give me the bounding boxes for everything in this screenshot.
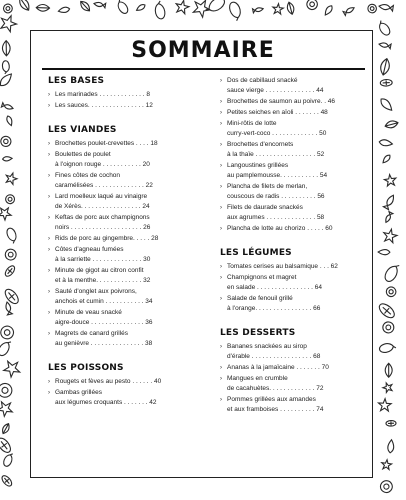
chevron-bullet-icon: › [48, 310, 50, 316]
doodle-leaf-icon [286, 1, 295, 15]
chevron-bullet-icon: › [220, 376, 222, 382]
toc-entry-text: Rougets et fèves au pesto . . . . . . 40 [55, 378, 162, 385]
doodle-leaf-icon [36, 4, 50, 11]
chevron-bullet-icon: › [220, 184, 222, 190]
chevron-bullet-icon: › [220, 365, 222, 371]
toc-entry [48, 287, 180, 307]
chevron-bullet-icon: › [220, 344, 222, 350]
toc-entry [48, 245, 180, 265]
section-heading: LES DESSERTS [220, 328, 296, 338]
toc-entry-text: Pommes grillées aux amandes et aux framboises . . . . . . . . . . 74 [227, 396, 324, 413]
chevron-bullet-icon: › [48, 236, 50, 242]
doodle-leaf-icon [385, 363, 392, 377]
chevron-bullet-icon: › [48, 141, 50, 147]
toc-entry [220, 395, 352, 415]
chevron-bullet-icon: › [220, 110, 222, 116]
chevron-bullet-icon: › [48, 268, 50, 274]
chevron-bullet-icon: › [48, 173, 50, 179]
chevron-bullet-icon: › [48, 331, 50, 337]
chevron-bullet-icon: › [220, 142, 222, 148]
toc-entry [220, 140, 352, 160]
doodle-drop-icon [379, 139, 393, 147]
doodle-pepper-icon [115, 0, 130, 15]
doodle-fish-icon [384, 212, 393, 224]
doodle-fish-icon [5, 301, 13, 314]
doodle-star-icon [379, 458, 393, 472]
chevron-bullet-icon: › [220, 397, 222, 403]
toc-entry-text: Lard moelleux laqué au vinaigre de Xérès. . . . . . . . . . . . . . . . . 24 [55, 193, 150, 210]
toc-entry [48, 171, 180, 191]
toc-entry-text: Mangues en crumble de cacahuètes. . . . . . . . . . . . . 72 [227, 375, 324, 392]
doodle-drop-icon [6, 115, 14, 126]
doodle-circle-icon [379, 479, 395, 495]
toc-entry-text: Ananas à la jamaïcaine . . . . . . . 70 [227, 364, 329, 371]
toc-entry [48, 388, 180, 408]
doodle-pepper-icon [153, 0, 166, 19]
toc-entry-text: Gambas grillées aux légumes croquants . . . . . . . 42 [55, 389, 157, 406]
toc-entry [220, 273, 352, 293]
doodle-ring-icon [377, 301, 397, 320]
toc-entry [48, 139, 180, 149]
doodle-ring-icon [386, 420, 396, 426]
doodle-ring-icon [0, 436, 13, 455]
toc-entry-text: Keftas de porc aux champignons noirs . . . . . . . . . . . . . . . . . . . . 26 [55, 214, 151, 231]
doodle-star-icon [382, 381, 395, 394]
section-heading: LES BASES [48, 76, 105, 86]
doodle-pepper-icon [383, 262, 402, 284]
doodle-leaf-icon [78, 0, 91, 13]
toc-entry-text: Brochettes poulet-crevettes . . . . 18 [55, 140, 158, 147]
toc-entry-text: Dos de cabillaud snacké sauce vierge . . . . . . . . . . . . . . 44 [227, 77, 324, 94]
chevron-bullet-icon: › [48, 390, 50, 396]
section-heading: LES VIANDES [48, 125, 117, 135]
toc-entry [220, 224, 352, 234]
doodle-drop-icon [323, 4, 334, 16]
toc-entry [220, 363, 352, 373]
toc-entry [48, 192, 180, 212]
chevron-bullet-icon: › [48, 194, 50, 200]
toc-entry-text: Plancha de lotte au chorizo . . . . . 60 [227, 225, 333, 232]
doodle-leaf-icon [17, 0, 32, 12]
page-title: SOMMAIRE [131, 38, 275, 63]
toc-entry [220, 294, 352, 314]
toc-entry-text: Fines côtes de cochon caramélisées . . . . . . . . . . . . . . 22 [55, 172, 153, 189]
toc-entry [48, 90, 180, 100]
toc-entry [220, 342, 352, 362]
toc-entry-text: Filets de daurade snackés aux agrumes . . . . . . . . . . . . . . 58 [227, 204, 325, 221]
section-heading: LES POISSONS [48, 363, 124, 373]
doodle-leaf-icon [384, 119, 399, 129]
doodle-star-icon [383, 173, 399, 189]
section-heading: LES LÉGUMES [220, 248, 292, 258]
toc-entry [48, 329, 180, 349]
toc-entry-text: Magrets de canard grillés au genièvre . . . . . . . . . . . . . . . 38 [55, 330, 153, 347]
toc-entry-text: Tomates cerises au balsamique . . . 62 [227, 263, 338, 270]
toc-entry [48, 234, 180, 244]
chevron-bullet-icon: › [220, 275, 222, 281]
doodle-drop-icon [387, 439, 394, 453]
doodle-circle-icon [0, 325, 15, 341]
doodle-star-icon [2, 359, 20, 378]
toc-entry-text: Minute de gigot au citron confit et à la menthe. . . . . . . . . . . . . 32 [55, 267, 151, 284]
doodle-pepper-icon [228, 1, 244, 22]
doodle-star-icon [378, 398, 393, 413]
toc-entry-text: Champignons et magret en salade . . . . . . . . . . . . . . . . 64 [227, 274, 323, 291]
toc-entry-text: Brochettes de saumon au poivre. . 46 [227, 98, 336, 105]
chevron-bullet-icon: › [48, 103, 50, 109]
toc-entry-text: Bananes snackées au sirop d'érable . . . . . . . . . . . . . . . . . 68 [227, 343, 321, 360]
toc-entry-text: Côtes d'agneau fumées à la sarriette . . . . . . . . . . . . . . 30 [55, 246, 151, 263]
toc-entry-text: Rids de porc au gingembre. . . . . 28 [55, 235, 159, 242]
toc-entry-text: Les marinades . . . . . . . . . . . . . 8 [55, 91, 151, 98]
doodle-pepper-icon [0, 338, 13, 357]
doodle-fish-icon [1, 103, 13, 111]
toc-entry-text: Mini-rôtis de lotte curry-vert-coco . . . . . . . . . . . . . 50 [227, 120, 327, 137]
toc-entry [220, 182, 352, 202]
doodle-star-icon [0, 13, 18, 35]
toc-entry-text: Salade de fenouil grillé à l'orange. . . . . . . . . . . . . . . . 66 [227, 295, 321, 312]
doodle-circle-icon [0, 383, 13, 399]
chevron-bullet-icon: › [220, 296, 222, 302]
chevron-bullet-icon: › [48, 215, 50, 221]
doodle-ring-icon [0, 474, 13, 488]
doodle-ring-icon [380, 79, 392, 86]
chevron-bullet-icon: › [48, 247, 50, 253]
doodle-drop-icon [58, 6, 70, 13]
doodle-drop-icon [379, 97, 394, 113]
doodle-pepper-icon [376, 19, 392, 37]
doodle-drop-icon [135, 3, 146, 12]
doodle-fish-icon [253, 7, 264, 13]
chevron-bullet-icon: › [220, 163, 222, 169]
chevron-bullet-icon: › [220, 78, 222, 84]
toc-entry-text: Petites seiches en aïoli . . . . . . . 48 [227, 109, 328, 116]
doodle-star-icon [271, 3, 285, 17]
toc-entry [220, 161, 352, 181]
doodle-drop-icon [2, 156, 12, 161]
doodle-pepper-icon [5, 227, 19, 244]
toc-entry [48, 308, 180, 328]
doodle-star-icon [3, 171, 18, 187]
chevron-bullet-icon: › [220, 121, 222, 127]
chevron-bullet-icon: › [48, 379, 50, 385]
toc-entry [48, 377, 180, 387]
chevron-bullet-icon: › [220, 99, 222, 105]
doodle-fish-icon [343, 6, 355, 16]
toc-entry [220, 76, 352, 96]
toc-entry [48, 213, 180, 233]
doodle-fish-icon [383, 194, 396, 210]
toc-entry [220, 203, 352, 223]
chevron-bullet-icon: › [48, 289, 50, 295]
toc-entry-text: Langoustines grillées au pamplemousse. . . . . . . . . . . 54 [227, 162, 328, 179]
chevron-bullet-icon: › [48, 92, 50, 98]
toc-entry [220, 119, 352, 139]
doodle-ring-icon [3, 287, 21, 306]
toc-entry-text: Boulettes de poulet à l'oignon rouge . . . . . . . . . . . 20 [55, 151, 150, 168]
chevron-bullet-icon: › [48, 152, 50, 158]
toc-entry [220, 374, 352, 394]
doodle-circle-icon [382, 321, 394, 333]
doodle-circle-icon [2, 3, 13, 14]
toc-entry [220, 108, 352, 118]
doodle-circle-icon [367, 4, 376, 13]
doodle-pepper-icon [2, 452, 14, 468]
doodle-pepper-icon [379, 342, 397, 354]
toc-entry [220, 97, 352, 107]
toc-entry-text: Les sauces. . . . . . . . . . . . . . . . 12 [55, 102, 153, 109]
toc-entry-text: Brochettes d'encornets à la thaïe . . . . . . . . . . . . . . . . . 52 [227, 141, 325, 158]
doodle-circle-icon [0, 136, 11, 147]
doodle-circle-icon [5, 249, 17, 261]
doodle-drop-icon [381, 154, 391, 165]
doodle-circle-icon [305, 0, 320, 12]
doodle-fish-icon [379, 3, 394, 11]
toc-entry-text: Sauté d'onglet aux poivrons, anchois et cumin . . . . . . . . . . . 34 [55, 288, 153, 305]
doodle-star-icon [380, 227, 399, 246]
doodle-ring-icon [4, 264, 17, 278]
toc-entry [48, 101, 180, 111]
doodle-star-icon [174, 0, 190, 14]
doodle-drop-icon [0, 72, 14, 88]
doodle-star-icon [0, 398, 16, 418]
title-underline [42, 68, 365, 70]
toc-entry-text: Minute de veau snacké aigre-douce . . . . . . . . . . . . . . . 36 [55, 309, 153, 326]
doodle-star-icon [0, 204, 13, 221]
toc-entry [48, 150, 180, 170]
doodle-leaf-icon [1, 422, 11, 435]
toc-entry [48, 266, 180, 286]
chevron-bullet-icon: › [220, 226, 222, 232]
doodle-fish-icon [94, 1, 106, 8]
doodle-circle-icon [385, 286, 397, 298]
toc-entry-text: Plancha de filets de merlan, couscous de radis . . . . . . . . . . 56 [227, 183, 325, 200]
doodle-drop-icon [378, 249, 390, 254]
doodle-circle-icon [4, 194, 15, 205]
chevron-bullet-icon: › [220, 205, 222, 211]
chevron-bullet-icon: › [220, 264, 222, 270]
toc-entry [220, 262, 352, 272]
